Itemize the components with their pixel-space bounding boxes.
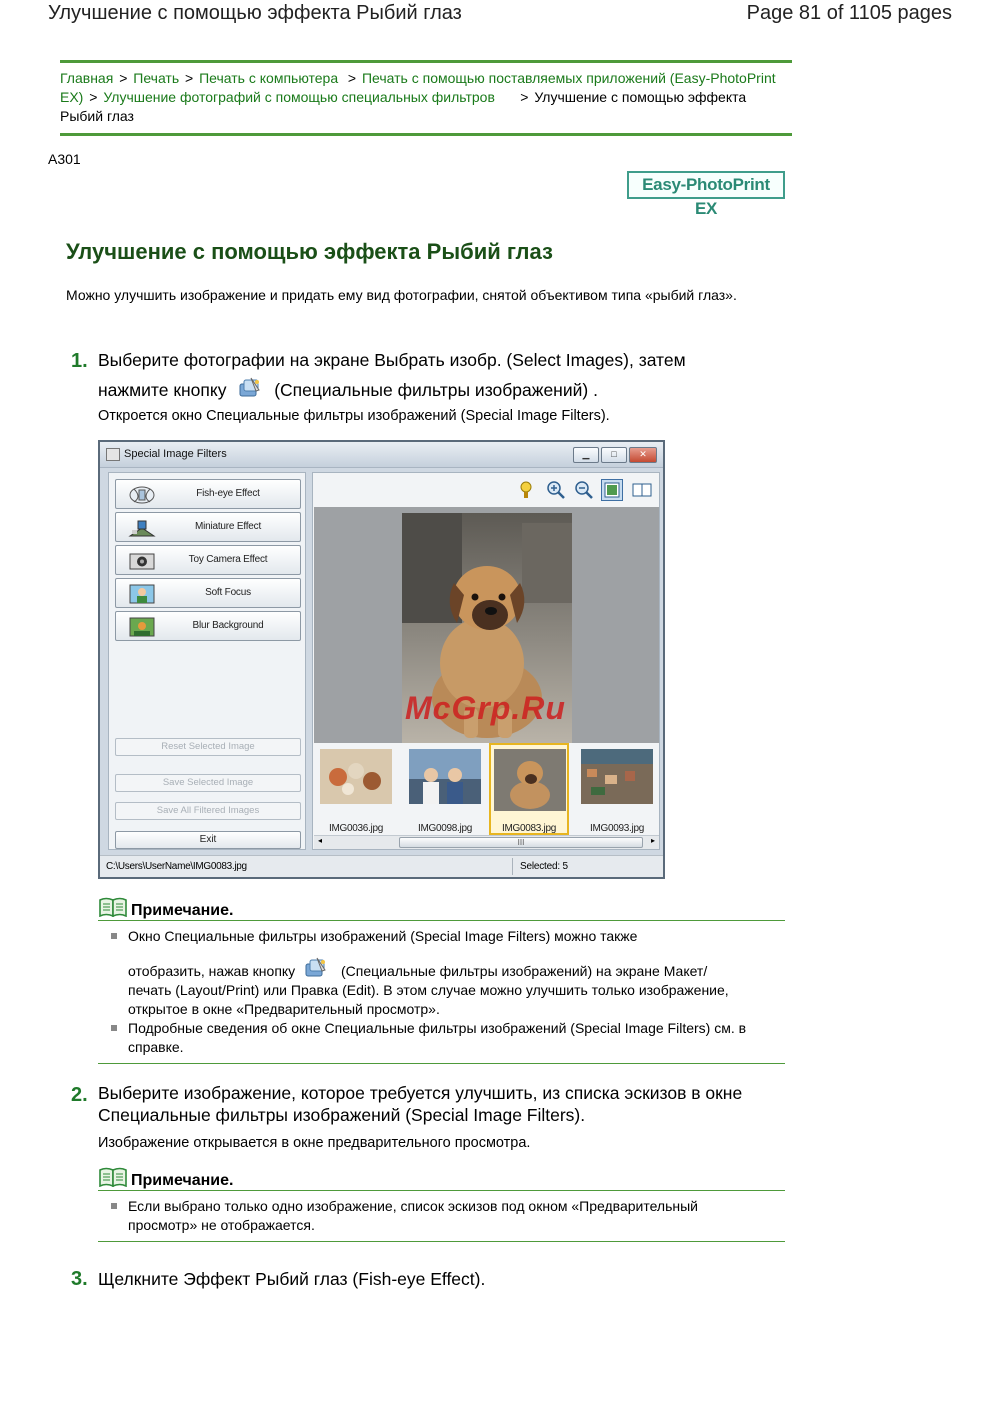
breadcrumb-home-link[interactable]: Главная [60, 70, 114, 86]
blur-background-button[interactable] [115, 611, 301, 641]
thumbnail-image [320, 749, 392, 804]
thumbnail-item[interactable] [577, 743, 657, 835]
note-1-item1-line1: Окно Специальные фильтры изображений (Special Image Filters) можно также [128, 928, 638, 944]
breadcrumb-separator: > [119, 70, 128, 86]
soft-focus-icon [128, 584, 156, 604]
note-1-item1-after: (Специальные фильтры изображений) на экране Макет/ [340, 963, 708, 979]
note-2-list [98, 1191, 785, 1241]
reset-selected-image-button[interactable]: Reset Selected Image [115, 738, 301, 756]
step-1-line2-before: нажмите кнопку [98, 380, 227, 400]
step-1-subtext: Откроется окно Специальные фильтры изображений (Special Image Filters). [98, 408, 610, 424]
miniature-effect-label: Miniature Effect [194, 521, 262, 532]
app-icon [106, 448, 120, 461]
note-1-list [98, 921, 785, 1063]
thumbnail-filename: IMG0098.jpg [418, 823, 472, 834]
note-1-header [98, 895, 785, 921]
scroll-right-icon[interactable]: ▸ [650, 836, 655, 845]
step-1-text [98, 345, 788, 405]
breadcrumb-special-filters-link[interactable]: Улучшение фотографий с помощью специальных фильтров [103, 89, 495, 105]
thumbnail-filename: IMG0036.jpg [329, 823, 383, 834]
page-header-title: Улучшение с помощью эффекта Рыбий глаз [48, 2, 462, 24]
note-1-item: Подробные сведения об окне Специальные фильтры изображений (Special Image Filters) см. в справке. [128, 1019, 768, 1057]
miniature-effect-button[interactable] [115, 512, 301, 542]
window-titlebar [100, 442, 663, 468]
page-title: Улучшение с помощью эффекта Рыбий глаз [66, 239, 553, 264]
breadcrumb-separator: > [185, 70, 194, 86]
thumbnail-filename: IMG0083.jpg [502, 823, 556, 834]
step-2-line1: Выберите изображение, которое требуется улучшить, из списка эскизов в окне [98, 1083, 743, 1103]
step-3-text: Щелкните Эффект Рыбий глаз (Fish-eye Effect). [98, 1269, 486, 1289]
thumbnail-item[interactable] [316, 743, 396, 835]
blur-background-label: Blur Background [192, 620, 264, 631]
soft-focus-button[interactable] [115, 578, 301, 608]
status-selected-count: Selected: 5 [520, 861, 568, 872]
blur-background-icon [128, 617, 156, 637]
thumbnail-item-selected[interactable] [489, 743, 569, 835]
note-1-item1-rest: печать (Layout/Print) или Правка (Edit). В этом случае можно улучшить только изображение, открытое в окне «Предварительный просмотр». [128, 982, 729, 1017]
minimize-icon[interactable]: ▁ [573, 447, 599, 463]
book-icon [99, 897, 127, 917]
status-file-path: C:\Users\UserName\IMG0083.jpg [106, 861, 247, 872]
zoom-out-icon[interactable] [573, 479, 595, 501]
soft-focus-label: Soft Focus [205, 587, 251, 598]
fish-eye-effect-label: Fish-eye Effect [196, 488, 260, 499]
step-3-number: 3. [71, 1268, 88, 1290]
thumbnail-item[interactable] [405, 743, 485, 835]
window-statusbar [100, 855, 663, 877]
preview-panel [312, 472, 660, 850]
breadcrumb-separator: > [89, 89, 98, 105]
miniature-icon [128, 518, 156, 538]
note-1-item1-before: отобразить, нажав кнопку [128, 963, 296, 979]
fish-eye-icon [128, 485, 156, 505]
thumbnail-filename: IMG0093.jpg [590, 823, 644, 834]
thumbnail-scrollbar[interactable] [314, 835, 659, 849]
exit-button[interactable]: Exit [115, 831, 301, 849]
note-2-header [98, 1165, 785, 1191]
special-filters-icon [303, 956, 333, 980]
thumbnail-image [494, 749, 566, 811]
thumbnail-image [409, 749, 481, 804]
breadcrumb [60, 60, 792, 136]
step-1-line2-after: (Специальные фильтры изображений) . [274, 380, 598, 400]
step-1-line2 [98, 375, 788, 405]
status-divider [512, 858, 513, 875]
special-image-filters-window [98, 440, 665, 879]
page-number: Page 81 of 1105 pages [746, 2, 952, 24]
breadcrumb-separator: > [520, 89, 529, 105]
breadcrumb-print-from-computer-link[interactable]: Печать с компьютера [199, 70, 339, 86]
breadcrumb-print-link[interactable]: Печать [133, 70, 180, 86]
scroll-left-icon[interactable]: ◂ [318, 836, 323, 845]
note-box-2 [98, 1165, 785, 1242]
watermark: McGrp.Ru [405, 690, 566, 726]
breadcrumb-easy-photoprint-link[interactable]: Печать с помощью поставляемых приложений (Easy-PhotoPrint EX) [60, 70, 776, 105]
note-1-title: Примечание. [131, 902, 234, 919]
single-view-icon[interactable] [601, 479, 623, 501]
toy-camera-effect-button[interactable] [115, 545, 301, 575]
step-2-line2: Специальные фильтры изображений (Special Image Filters). [98, 1105, 586, 1125]
product-badge: Easy-PhotoPrint EX [627, 171, 785, 199]
step-2-subtext: Изображение открывается в окне предварительного просмотра. [98, 1135, 531, 1151]
close-icon[interactable]: ✕ [629, 447, 657, 463]
maximize-icon[interactable]: □ [601, 447, 627, 463]
step-1-number: 1. [71, 350, 88, 372]
compare-view-icon[interactable] [631, 479, 653, 501]
breadcrumb-current: Улучшение с помощью эффекта Рыбий глаз [60, 89, 747, 124]
thumbnail-image [581, 749, 653, 804]
note-2-item: Если выбрано только одно изображение, список эскизов под окном «Предварительный просмотр» не отображается. [128, 1197, 768, 1235]
filter-panel [108, 472, 306, 850]
note-box-1 [98, 895, 785, 1064]
zoom-in-icon[interactable] [545, 479, 567, 501]
step-1-line1: Выберите фотографии на экране Выбрать изобр. (Select Images), затем [98, 350, 686, 370]
note-1-item [128, 927, 785, 1019]
save-selected-image-button[interactable]: Save Selected Image [115, 774, 301, 792]
document-code: A301 [48, 151, 81, 167]
step-2-number: 2. [71, 1084, 88, 1106]
save-all-filtered-images-button[interactable]: Save All Filtered Images [115, 802, 301, 820]
step-2-text [98, 1082, 788, 1126]
toy-camera-icon [128, 551, 156, 571]
breadcrumb-separator: > [347, 70, 357, 86]
special-filters-icon [237, 376, 263, 400]
toy-camera-effect-label: Toy Camera Effect [188, 554, 268, 565]
fish-eye-effect-button[interactable] [115, 479, 301, 509]
scrollbar-thumb[interactable]: III [399, 837, 643, 848]
note-2-title: Примечание. [131, 1172, 234, 1189]
window-title: Special Image Filters [124, 448, 227, 460]
note-1-item1-line2 [128, 956, 785, 981]
book-icon [99, 1167, 127, 1187]
intro-text: Можно улучшить изображение и придать ему вид фотографии, снятой объективом типа «рыбий глаз». [66, 287, 737, 303]
help-hint-icon[interactable] [515, 479, 537, 501]
